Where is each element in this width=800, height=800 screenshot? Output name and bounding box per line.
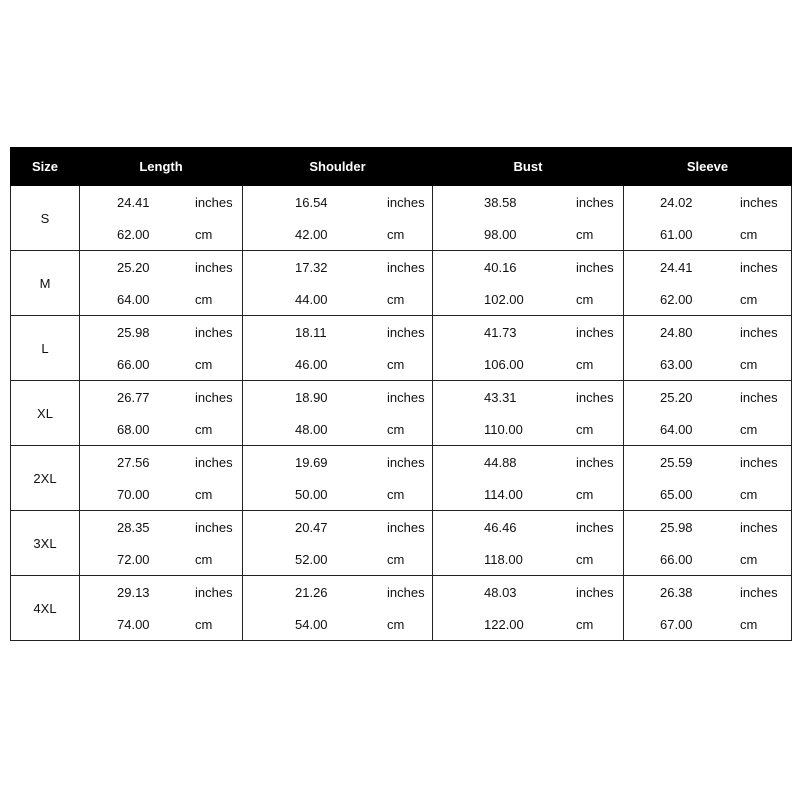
bust-in-value: 43.31 [484,389,517,405]
cm-unit-label: cm [740,291,758,307]
inches-unit-label: inches [195,584,233,600]
shoulder-in-value: 20.47 [295,519,328,535]
cm-unit-label: cm [740,551,758,567]
shoulder-in-line [243,511,432,543]
bust-cell [433,381,624,446]
sleeve-cm-value: 61.00 [660,226,693,242]
shoulder-in-line [243,381,432,413]
shoulder-cm-line [243,283,432,315]
sleeve-cell [624,511,792,576]
cm-unit-label: cm [576,486,594,502]
bust-in-value: 40.16 [484,259,517,275]
sleeve-cm-line [624,348,791,380]
bust-cm-value: 118.00 [484,551,523,567]
cm-unit-label: cm [387,486,405,502]
table-body [11,186,792,641]
sleeve-in-value: 26.38 [660,584,693,600]
bust-in-line [433,186,623,218]
sleeve-measurement [624,381,791,445]
length-measurement [80,381,242,445]
size-cell: L [11,316,80,381]
inches-unit-label: inches [387,454,425,470]
sleeve-in-line [624,446,791,478]
bust-cell [433,251,624,316]
cm-unit-label: cm [195,551,213,567]
sleeve-cm-value: 62.00 [660,291,693,307]
bust-in-value: 38.58 [484,194,517,210]
shoulder-in-line [243,186,432,218]
inches-unit-label: inches [195,194,233,210]
header-size: Size [11,148,80,186]
length-measurement [80,251,242,315]
length-cell [80,251,243,316]
length-cm-line [80,608,242,640]
sleeve-cell [624,381,792,446]
header-length: Length [80,148,243,186]
bust-cell [433,316,624,381]
shoulder-cm-value: 48.00 [295,421,328,437]
shoulder-in-line [243,446,432,478]
bust-measurement [433,446,623,510]
bust-in-line [433,316,623,348]
inches-unit-label: inches [576,389,614,405]
shoulder-measurement [243,251,432,315]
shoulder-in-value: 18.90 [295,389,328,405]
length-in-line [80,381,242,413]
length-in-line [80,251,242,283]
shoulder-cm-line [243,413,432,445]
sleeve-in-value: 24.41 [660,259,693,275]
sleeve-cm-line [624,543,791,575]
shoulder-cm-line [243,218,432,250]
bust-cm-value: 122.00 [484,616,524,632]
shoulder-in-value: 16.54 [295,194,328,210]
table-row [11,511,792,576]
shoulder-in-line [243,251,432,283]
inches-unit-label: inches [387,324,425,340]
bust-cm-line [433,543,623,575]
inches-unit-label: inches [195,389,233,405]
shoulder-in-value: 21.26 [295,584,328,600]
bust-measurement [433,381,623,445]
sleeve-cell [624,251,792,316]
bust-cell [433,186,624,251]
sleeve-measurement [624,576,791,640]
cm-unit-label: cm [740,616,758,632]
length-cm-value: 70.00 [117,486,150,502]
bust-measurement [433,316,623,380]
length-cm-line [80,283,242,315]
size-cell: M [11,251,80,316]
shoulder-measurement [243,316,432,380]
sleeve-measurement [624,511,791,575]
shoulder-cm-line [243,608,432,640]
shoulder-cm-line [243,348,432,380]
length-cell [80,381,243,446]
length-in-value: 26.77 [117,389,150,405]
inches-unit-label: inches [387,584,425,600]
shoulder-cm-line [243,478,432,510]
bust-in-value: 48.03 [484,584,517,600]
length-cm-line [80,543,242,575]
shoulder-measurement [243,186,432,250]
sleeve-measurement [624,446,791,510]
sleeve-cm-value: 64.00 [660,421,693,437]
bust-cm-line [433,218,623,250]
inches-unit-label: inches [740,519,778,535]
sleeve-cm-line [624,413,791,445]
length-measurement [80,186,242,250]
bust-measurement [433,251,623,315]
bust-cm-value: 106.00 [484,356,524,372]
bust-cm-line [433,608,623,640]
table-row [11,186,792,251]
inches-unit-label: inches [740,324,778,340]
inches-unit-label: inches [576,259,614,275]
length-cell [80,316,243,381]
shoulder-in-line [243,316,432,348]
table-row [11,381,792,446]
sleeve-in-line [624,186,791,218]
cm-unit-label: cm [740,421,758,437]
size-cell: 4XL [11,576,80,641]
sleeve-cell [624,576,792,641]
size-cell: XL [11,381,80,446]
bust-in-line [433,251,623,283]
length-in-line [80,186,242,218]
sleeve-in-line [624,511,791,543]
inches-unit-label: inches [576,324,614,340]
shoulder-cm-line [243,543,432,575]
shoulder-in-value: 18.11 [295,324,327,340]
length-in-line [80,511,242,543]
length-cm-line [80,218,242,250]
cm-unit-label: cm [195,421,213,437]
bust-measurement [433,576,623,640]
cm-unit-label: cm [387,356,405,372]
bust-in-value: 41.73 [484,324,517,340]
bust-in-line [433,576,623,608]
shoulder-cm-value: 54.00 [295,616,328,632]
sleeve-in-value: 24.02 [660,194,693,210]
inches-unit-label: inches [387,519,425,535]
cm-unit-label: cm [387,291,405,307]
shoulder-cell [243,381,433,446]
sleeve-cm-line [624,608,791,640]
sleeve-in-line [624,576,791,608]
inches-unit-label: inches [387,259,425,275]
cm-unit-label: cm [576,421,594,437]
cm-unit-label: cm [387,226,405,242]
cm-unit-label: cm [576,551,594,567]
length-in-value: 24.41 [117,194,150,210]
cm-unit-label: cm [195,291,213,307]
sleeve-cm-line [624,478,791,510]
length-cm-value: 66.00 [117,356,150,372]
shoulder-cm-value: 42.00 [295,226,328,242]
length-in-line [80,316,242,348]
bust-measurement [433,511,623,575]
bust-cell [433,511,624,576]
sleeve-cm-value: 63.00 [660,356,693,372]
bust-cm-value: 110.00 [484,421,523,437]
inches-unit-label: inches [195,519,233,535]
sleeve-measurement [624,186,791,250]
inches-unit-label: inches [195,324,233,340]
length-measurement [80,576,242,640]
sleeve-cm-line [624,218,791,250]
shoulder-cm-value: 46.00 [295,356,328,372]
sleeve-cm-line [624,283,791,315]
sleeve-in-value: 25.20 [660,389,693,405]
cm-unit-label: cm [387,551,405,567]
table-row [11,446,792,511]
sleeve-cm-value: 66.00 [660,551,693,567]
sleeve-cell [624,446,792,511]
shoulder-in-line [243,576,432,608]
length-in-line [80,576,242,608]
header-sleeve: Sleeve [624,148,792,186]
inches-unit-label: inches [740,194,778,210]
sleeve-cell [624,316,792,381]
size-cell: 2XL [11,446,80,511]
bust-cm-line [433,413,623,445]
cm-unit-label: cm [576,226,594,242]
cm-unit-label: cm [740,486,758,502]
length-measurement [80,316,242,380]
bust-cm-line [433,283,623,315]
shoulder-cell [243,576,433,641]
inches-unit-label: inches [740,584,778,600]
header-row [11,148,792,186]
cm-unit-label: cm [576,356,594,372]
table-row [11,576,792,641]
table-header [11,148,792,186]
shoulder-in-value: 17.32 [295,259,328,275]
bust-in-value: 46.46 [484,519,517,535]
header-bust: Bust [433,148,624,186]
sleeve-cm-value: 67.00 [660,616,693,632]
cm-unit-label: cm [387,616,405,632]
cm-unit-label: cm [576,616,594,632]
length-in-value: 25.20 [117,259,150,275]
length-cell [80,446,243,511]
sleeve-in-value: 24.80 [660,324,693,340]
table-row [11,316,792,381]
shoulder-cm-value: 44.00 [295,291,328,307]
bust-cell [433,446,624,511]
inches-unit-label: inches [576,454,614,470]
cm-unit-label: cm [387,421,405,437]
inches-unit-label: inches [576,519,614,535]
bust-cm-value: 102.00 [484,291,524,307]
sleeve-measurement [624,251,791,315]
length-measurement [80,511,242,575]
length-cm-value: 74.00 [117,616,150,632]
length-in-value: 27.56 [117,454,150,470]
shoulder-cm-value: 50.00 [295,486,328,502]
shoulder-measurement [243,511,432,575]
sleeve-measurement [624,316,791,380]
size-cell: 3XL [11,511,80,576]
table-row [11,251,792,316]
sleeve-cm-value: 65.00 [660,486,693,502]
bust-cm-line [433,348,623,380]
cm-unit-label: cm [195,226,213,242]
length-in-line [80,446,242,478]
inches-unit-label: inches [387,389,425,405]
shoulder-measurement [243,446,432,510]
shoulder-measurement [243,576,432,640]
bust-in-line [433,381,623,413]
bust-in-line [433,511,623,543]
inches-unit-label: inches [740,259,778,275]
length-cm-value: 68.00 [117,421,150,437]
shoulder-measurement [243,381,432,445]
length-in-value: 28.35 [117,519,150,535]
shoulder-cell [243,251,433,316]
bust-in-value: 44.88 [484,454,517,470]
length-cell [80,186,243,251]
cm-unit-label: cm [576,291,594,307]
length-in-value: 25.98 [117,324,150,340]
sleeve-in-value: 25.59 [660,454,693,470]
bust-measurement [433,186,623,250]
length-cm-line [80,348,242,380]
size-cell: S [11,186,80,251]
sleeve-in-line [624,316,791,348]
bust-cm-line [433,478,623,510]
length-in-value: 29.13 [117,584,150,600]
header-shoulder: Shoulder [243,148,433,186]
shoulder-cell [243,186,433,251]
shoulder-cell [243,511,433,576]
inches-unit-label: inches [195,259,233,275]
inches-unit-label: inches [576,194,614,210]
length-cm-value: 72.00 [117,551,150,567]
inches-unit-label: inches [576,584,614,600]
bust-in-line [433,446,623,478]
inches-unit-label: inches [387,194,425,210]
shoulder-cm-value: 52.00 [295,551,328,567]
cm-unit-label: cm [195,616,213,632]
inches-unit-label: inches [195,454,233,470]
length-cell [80,511,243,576]
cm-unit-label: cm [740,356,758,372]
length-cm-line [80,413,242,445]
inches-unit-label: inches [740,454,778,470]
length-cm-line [80,478,242,510]
bust-cell [433,576,624,641]
cm-unit-label: cm [740,226,758,242]
bust-cm-value: 98.00 [484,226,517,242]
cm-unit-label: cm [195,356,213,372]
sleeve-in-line [624,381,791,413]
length-measurement [80,446,242,510]
sleeve-in-value: 25.98 [660,519,693,535]
bust-cm-value: 114.00 [484,486,523,502]
length-cell [80,576,243,641]
inches-unit-label: inches [740,389,778,405]
length-cm-value: 64.00 [117,291,150,307]
sleeve-cell [624,186,792,251]
shoulder-in-value: 19.69 [295,454,328,470]
sleeve-in-line [624,251,791,283]
shoulder-cell [243,316,433,381]
shoulder-cell [243,446,433,511]
cm-unit-label: cm [195,486,213,502]
length-cm-value: 62.00 [117,226,150,242]
size-chart-table [10,147,792,641]
